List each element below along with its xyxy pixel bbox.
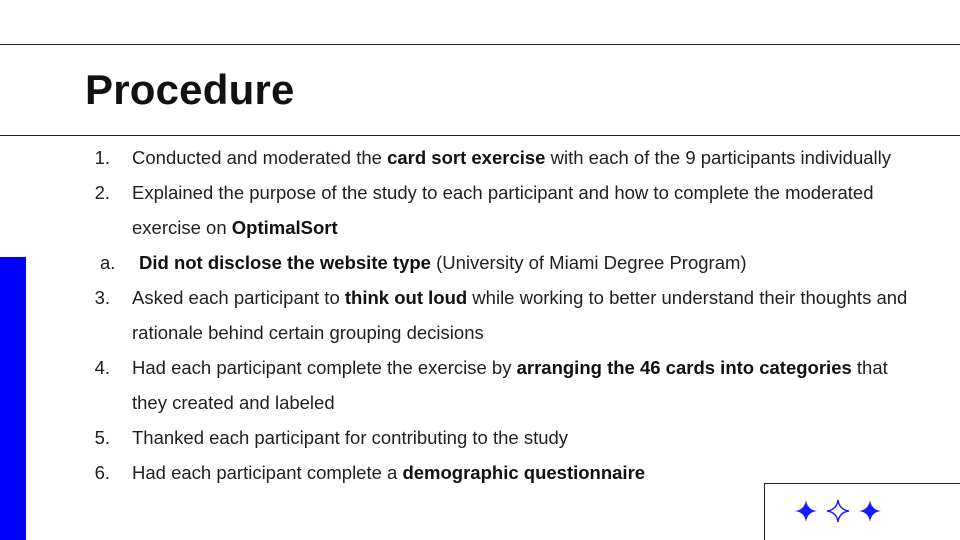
step-text: that they created and labeled bbox=[132, 357, 888, 413]
step-emphasis: arranging the 46 cards into categories bbox=[516, 357, 852, 378]
top-divider bbox=[0, 44, 960, 45]
step-text: Explained the purpose of the study to each participant and how to complete the moderated exercise on bbox=[132, 182, 874, 238]
sub-list-letter: a. bbox=[100, 252, 116, 273]
step-emphasis: think out loud bbox=[344, 287, 468, 308]
list-item bbox=[90, 175, 910, 245]
list-number: 5. bbox=[94, 427, 110, 448]
step-text: Had each participant complete a bbox=[132, 462, 403, 483]
title-divider bbox=[0, 135, 960, 136]
list-number: 6. bbox=[94, 462, 110, 483]
step-text: with each of the 9 participants individually bbox=[545, 147, 891, 168]
step-emphasis: card sort exercise bbox=[387, 147, 546, 168]
step-emphasis: Did not disclose the website type bbox=[139, 252, 431, 273]
step-emphasis: demographic questionnaire bbox=[402, 462, 646, 483]
four-point-star-outline-icon bbox=[826, 499, 850, 523]
list-number: 3. bbox=[94, 287, 110, 308]
list-item bbox=[90, 140, 910, 175]
step-text: Thanked each participant for contributing to the study bbox=[132, 427, 569, 448]
step-text: Had each participant complete the exercise by bbox=[132, 357, 517, 378]
sub-list-item bbox=[90, 245, 910, 280]
step-text: Conducted and moderated the bbox=[132, 147, 388, 168]
four-point-star-filled-icon bbox=[858, 499, 882, 523]
step-text: Asked each participant to bbox=[132, 287, 345, 308]
list-number: 1. bbox=[94, 147, 110, 168]
star-ornament bbox=[794, 499, 882, 523]
step-emphasis: OptimalSort bbox=[231, 217, 338, 238]
step-text: (University of Miami Degree Program) bbox=[430, 252, 747, 273]
list-number: 2. bbox=[94, 182, 110, 203]
procedure-list bbox=[90, 140, 910, 490]
list-number: 4. bbox=[94, 357, 110, 378]
step-text: while working to better understand their thoughts and rationale behind certain grouping decisions bbox=[132, 287, 908, 343]
list-item bbox=[90, 420, 910, 455]
list-item bbox=[90, 350, 910, 420]
list-item bbox=[90, 280, 910, 350]
four-point-star-filled-icon bbox=[794, 499, 818, 523]
accent-bar bbox=[0, 257, 26, 540]
slide-title: Procedure bbox=[85, 66, 295, 113]
